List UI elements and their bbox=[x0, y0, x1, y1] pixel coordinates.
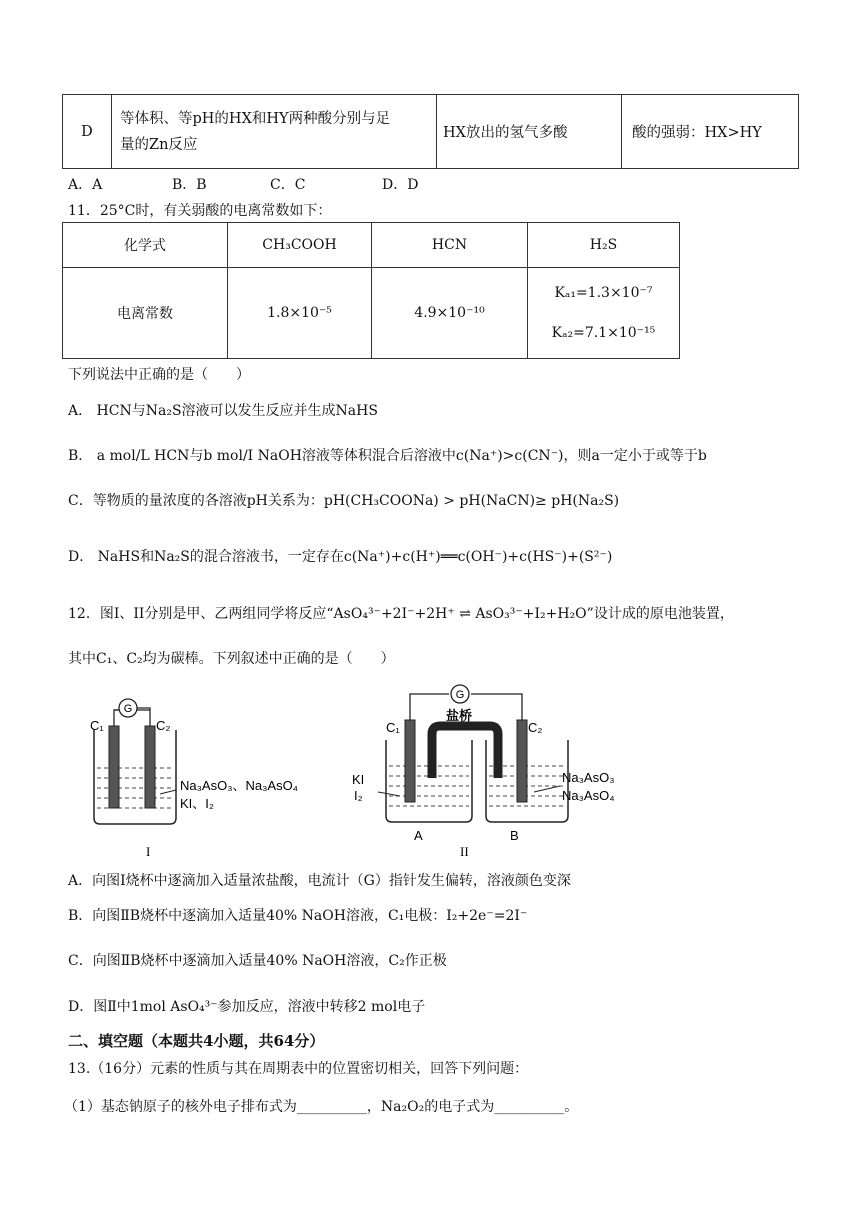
salt-bridge-label: 盐桥 bbox=[446, 708, 473, 723]
electrode-c2 bbox=[145, 726, 155, 808]
phenomenon-cell: HX放出的氢气多酸 bbox=[437, 95, 622, 169]
q12-option-b: B．向图ⅡB烧杯中逐滴加入适量40% NaOH溶液，C₁电极：I₂+2e⁻=2I⁻ bbox=[68, 908, 528, 924]
q11-prompt: 下列说法中正确的是（ ） bbox=[68, 367, 250, 383]
c2-label: C₂ bbox=[156, 718, 171, 733]
q10-option-a: A．A bbox=[68, 177, 103, 193]
value-hcn: 4.9×10⁻¹⁰ bbox=[372, 268, 528, 359]
q11-stem: 11．25°C时，有关弱酸的电离常数如下： bbox=[68, 203, 332, 219]
g-label: G bbox=[455, 689, 465, 701]
condition-cell bbox=[112, 95, 437, 169]
section-heading: 二、填空题（本题共4小题，共64分） bbox=[68, 1032, 325, 1050]
figure-1-galvanic-cell bbox=[80, 690, 340, 860]
c2-label: C₂ bbox=[528, 720, 543, 735]
q12-stem-line2: 其中C₁、C₂均为碳棒。下列叙述中正确的是（ ） bbox=[68, 651, 395, 667]
figure-1-caption: I bbox=[146, 844, 151, 859]
q13-stem: 13.（16分）元素的性质与其在周期表中的位置密切相关，回答下列问题： bbox=[68, 1061, 529, 1077]
salt-bridge bbox=[432, 726, 498, 778]
beaker-b-label: B bbox=[510, 828, 519, 843]
header-formula: 化学式 bbox=[63, 223, 228, 268]
solution-label-1: Na₃AsO₃、Na₃AsO₄ bbox=[180, 778, 298, 793]
beaker bbox=[94, 730, 176, 824]
label-ionization-constant: 电离常数 bbox=[63, 268, 228, 359]
value-h2s bbox=[528, 268, 680, 359]
beaker-a-label: A bbox=[414, 828, 423, 843]
ionization-constant-table bbox=[62, 222, 680, 359]
value-ka1: Kₐ₁=1.3×10⁻⁷ bbox=[554, 285, 653, 301]
solution-label-2: Na₃AsO₄ bbox=[562, 788, 615, 803]
c1-label: C₁ bbox=[90, 718, 104, 733]
q11-option-d: D． NaHS和Na₂S的混合溶液书，一定存在c(Na⁺)+c(H⁺)══c(OH⁻)+c(HS⁻)+(S²⁻) bbox=[68, 549, 613, 565]
ki-label: KI bbox=[352, 772, 365, 787]
solution-label-1: Na₃AsO₃ bbox=[562, 770, 615, 785]
q11-option-c: C．等物质的量浓度的各溶液pH关系为：pH(CH₃COONa) > pH(NaCN)≥ pH(Na₂S) bbox=[68, 493, 620, 509]
header-hcn: HCN bbox=[372, 223, 528, 268]
figure-2-caption: II bbox=[460, 844, 469, 859]
q12-option-d: D．图Ⅱ中1mol AsO₄³⁻参加反应，溶液中转移2 mol电子 bbox=[68, 999, 426, 1015]
header-h2s: H₂S bbox=[528, 223, 680, 268]
q12-option-c: C．向图ⅡB烧杯中逐滴加入适量40% NaOH溶液，C₂作正极 bbox=[68, 953, 447, 969]
q13-part1: （1）基态钠原子的核外电子排布式为__________，Na₂O₂的电子式为__________。 bbox=[64, 1099, 579, 1115]
q10-option-b: B．B bbox=[172, 177, 207, 193]
answer-table-row-d bbox=[62, 94, 799, 169]
value-ka2: Kₐ₂=7.1×10⁻¹⁵ bbox=[551, 325, 656, 341]
condition-line1: 等体积、等pH的HX和HY两种酸分别与足 bbox=[120, 110, 391, 127]
q11-option-b: B． a mol/L HCN与b mol/I NaOH溶液等体积混合后溶液中c(Na⁺)>c(CN⁻)，则a一定小于或等于b bbox=[68, 448, 707, 464]
figure-2-galvanic-cell bbox=[350, 682, 680, 860]
row-letter: D bbox=[63, 95, 112, 169]
g-label: G bbox=[123, 703, 133, 715]
c1-label: C₁ bbox=[386, 720, 400, 735]
solution-label-2: KI、I₂ bbox=[180, 796, 214, 811]
header-ch3cooh: CH₃COOH bbox=[228, 223, 372, 268]
q11-option-a: A． HCN与Na₂S溶液可以发生反应并生成NaHS bbox=[68, 403, 378, 419]
electrode-c1 bbox=[405, 720, 415, 802]
condition-line2: 量的Zn反应 bbox=[120, 136, 198, 153]
i2-label: I₂ bbox=[354, 788, 363, 803]
q10-option-c: C．C bbox=[270, 177, 306, 193]
q12-option-a: A．向图I烧杯中逐滴加入适量浓盐酸，电流计（G）指针发生偏转，溶液颜色变深 bbox=[68, 873, 571, 889]
conclusion-cell: 酸的强弱：HX>HY bbox=[622, 95, 799, 169]
q10-option-d: D．D bbox=[382, 177, 419, 193]
electrode-c1 bbox=[109, 726, 119, 808]
value-ch3cooh: 1.8×10⁻⁵ bbox=[228, 268, 372, 359]
q12-stem-line1: 12．图I、II分别是甲、乙两组同学将反应“AsO₄³⁻+2I⁻+2H⁺ ⇌ AsO₃³⁻+I₂+H₂O”设计成的原电池装置， bbox=[68, 606, 734, 622]
electrode-c2 bbox=[517, 720, 527, 802]
